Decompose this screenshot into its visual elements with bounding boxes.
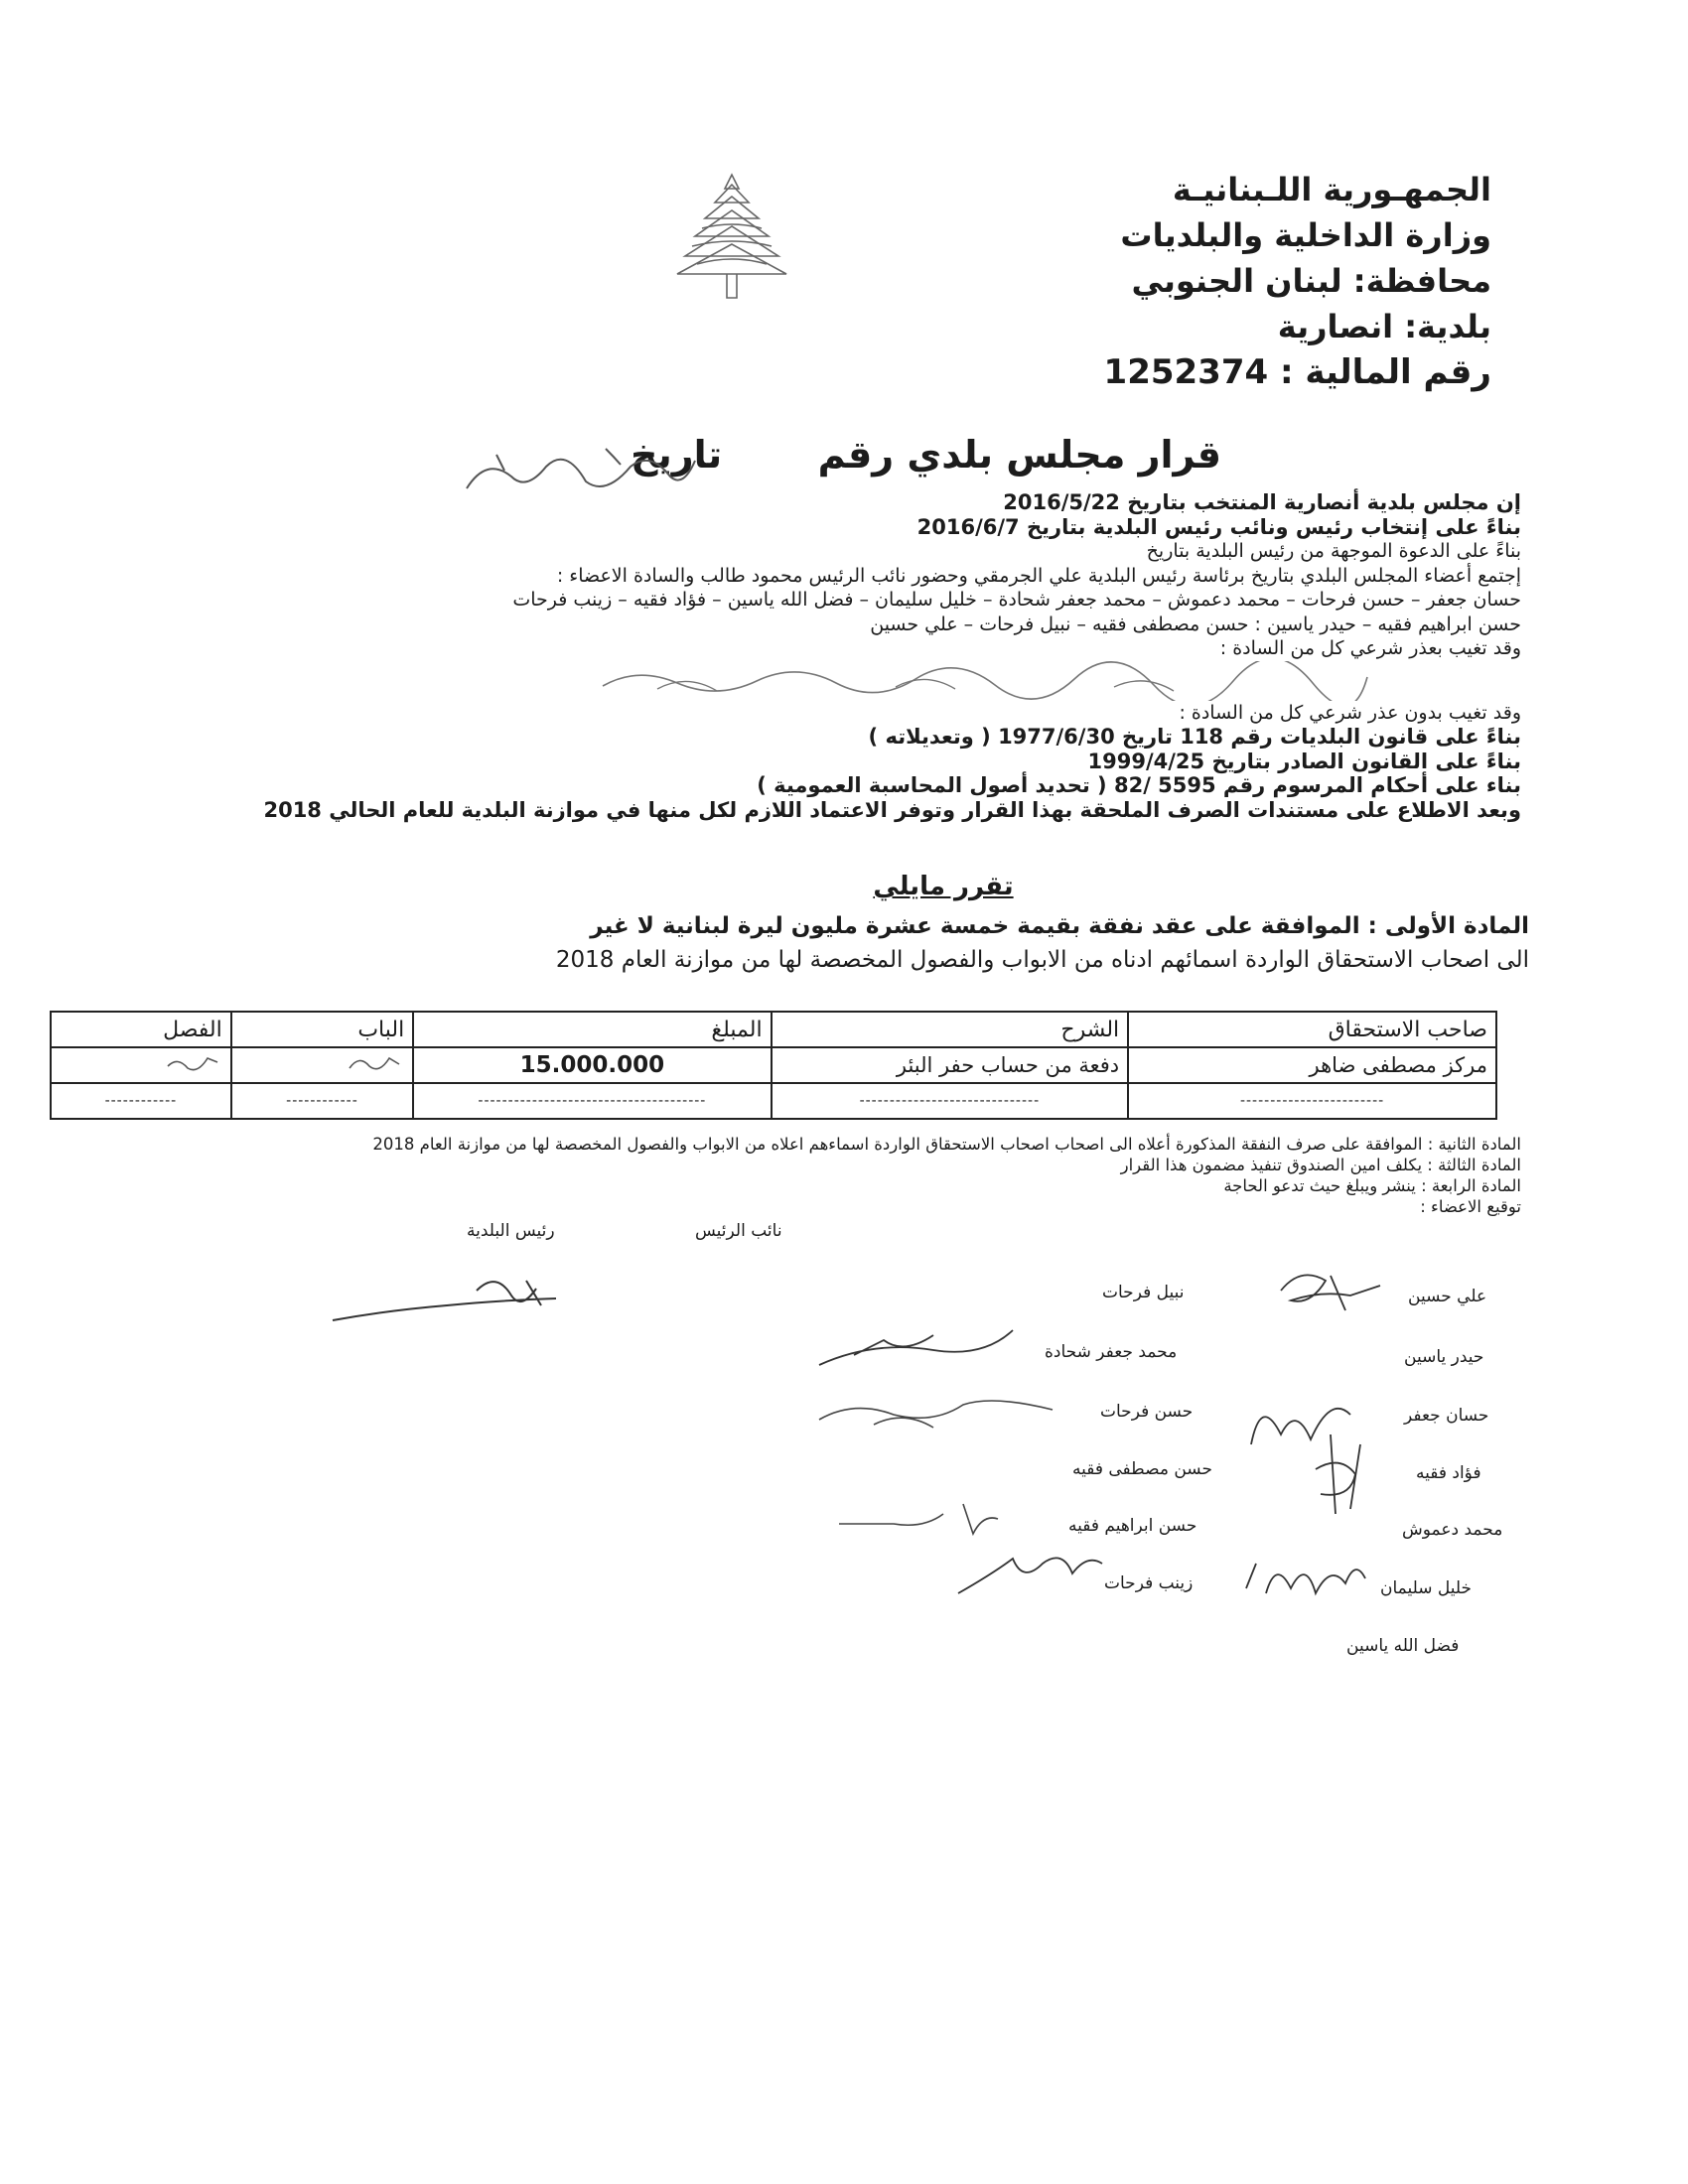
cedar-emblem-icon xyxy=(667,167,796,306)
payee-name: مركز مصطفى ضاهر xyxy=(1128,1047,1496,1083)
decision-title-date-label: تاريخ xyxy=(631,433,723,477)
payees-table xyxy=(50,1011,1497,1120)
handwritten-names-scribble xyxy=(598,661,1372,701)
republic-name: الجمهـورية اللـبنانيـة xyxy=(1172,171,1491,208)
preamble-line: بناءً على الدعوة الموجهة من رئيس البلدية بتاريخ xyxy=(1146,540,1521,562)
handwritten-bab-scribble xyxy=(345,1050,404,1076)
preamble-line: إن مجلس بلدية أنصارية المنتخب بتاريخ 2016/5/22 xyxy=(1003,490,1521,514)
article-one-line: الى اصحاب الاستحقاق الواردة اسمائهم ادناه من الابواب والفصول المخصصة لها من موازنة العام 2018 xyxy=(555,947,1529,973)
preamble-line: وبعد الاطلاع على مستندات الصرف الملحقة بهذا القرار وتوفر الاعتماد اللازم لكل منها في موازنة البلدية للعام الحالي 2018 xyxy=(263,797,1521,822)
preamble-line: بناءً على قانون البلديات رقم 118 تاريخ 1977/6/30 ( وتعديلاته ) xyxy=(868,725,1521,749)
handwritten-fasl-scribble xyxy=(163,1050,222,1076)
dash-cell: ------------ xyxy=(231,1083,413,1119)
member-name: حسن فرحات xyxy=(1100,1402,1194,1422)
member-signature xyxy=(814,1320,1023,1380)
preamble-line: بناءً على القانون الصادر بتاريخ 1999/4/25 xyxy=(1087,749,1521,773)
member-name: نبيل فرحات xyxy=(1102,1283,1185,1302)
mayor-signature xyxy=(328,1261,576,1330)
preamble-line: بناءً على إنتخاب رئيس ونائب رئيس البلدية بتاريخ 2016/6/7 xyxy=(916,514,1521,539)
table-header: الشرح xyxy=(772,1012,1129,1047)
member-signature xyxy=(953,1534,1112,1603)
member-name: حيدر ياسين xyxy=(1404,1347,1484,1367)
payment-description: دفعة من حساب حفر البئر xyxy=(772,1047,1129,1083)
member-signature xyxy=(814,1380,1062,1439)
member-name: حسن ابراهيم فقيه xyxy=(1068,1516,1197,1536)
member-name: حسان جعفر xyxy=(1404,1406,1489,1426)
table-header: صاحب الاستحقاق xyxy=(1128,1012,1496,1047)
fasl-cell xyxy=(51,1047,231,1083)
dash-cell: ------------------------------ xyxy=(772,1083,1129,1119)
preamble-line: حسان جعفر – حسن فرحات – محمد دعموش – محمد جعفر شحادة – خليل سليمان – فضل الله ياسين – فؤاد فقيه – زينب فرحات xyxy=(512,589,1521,611)
member-signature xyxy=(1271,1261,1390,1320)
table-header: الباب xyxy=(231,1012,413,1047)
article-one-line: المادة الأولى : الموافقة على عقد نفقة بقيمة خمسة عشرة مليون ليرة لبنانية لا غير xyxy=(590,913,1529,939)
member-name: محمد جعفر شحادة xyxy=(1045,1342,1178,1362)
payment-amount: 15.000.000 xyxy=(413,1047,771,1083)
dash-cell: -------------------------------------- xyxy=(413,1083,771,1119)
mayor-label: رئيس البلدية xyxy=(467,1221,555,1241)
preamble-line: حسن ابراهيم فقيه – حيدر ياسين : حسن مصطفى فقيه – نبيل فرحات – علي حسين xyxy=(870,613,1521,635)
table-row xyxy=(51,1047,1496,1083)
dash-cell: ------------------------ xyxy=(1128,1083,1496,1119)
article-line: المادة الثانية : الموافقة على صرف النفقة المذكورة أعلاه الى اصحاب اصحاب الاستحقاق الواردة اسماءهم اعلاه من الابواب والفصول المخصصة لها من موازنة العام 2018 xyxy=(372,1135,1521,1154)
article-line: توقيع الاعضاء : xyxy=(1420,1197,1521,1216)
article-line: المادة الثالثة : يكلف امين الصندوق تنفيذ مضمون هذا القرار xyxy=(1120,1156,1521,1174)
bab-cell xyxy=(231,1047,413,1083)
table-header: المبلغ xyxy=(413,1012,771,1047)
handwritten-absentees xyxy=(111,661,1521,701)
governorate-name: محافظة: لبنان الجنوبي xyxy=(1131,262,1491,300)
member-name: محمد دعموش xyxy=(1402,1520,1503,1540)
article-line: المادة الرابعة : ينشر ويبلغ حيث تدعو الحاجة xyxy=(1223,1176,1521,1195)
member-name: علي حسين xyxy=(1408,1287,1487,1306)
preamble-line: وقد تغيب بعذر شرعي كل من السادة : xyxy=(1219,637,1521,659)
member-signature xyxy=(1301,1430,1380,1519)
member-name: فؤاد فقيه xyxy=(1416,1463,1481,1483)
table-header: الفصل xyxy=(51,1012,231,1047)
municipality-name: بلدية: انصارية xyxy=(1277,308,1491,345)
member-name: فضل الله ياسين xyxy=(1346,1636,1460,1656)
document-header xyxy=(975,167,1491,395)
member-name: حسن مصطفى فقيه xyxy=(1072,1459,1212,1479)
member-name: زينب فرحات xyxy=(1104,1573,1194,1593)
article-one xyxy=(119,909,1529,977)
decides-heading: تقرر مايلي xyxy=(873,872,1014,901)
finance-number: رقم المالية : 1252374 xyxy=(1103,352,1491,392)
dash-cell: ------------ xyxy=(51,1083,231,1119)
deputy-label: نائب الرئيس xyxy=(695,1221,782,1241)
table-header-row xyxy=(51,1012,1496,1047)
preamble-line: إجتمع أعضاء المجلس البلدي بتاريخ برئاسة رئيس البلدية علي الجرمقي وحضور نائب الرئيس محمود طالب والسادة الاعضاء : xyxy=(556,564,1521,587)
preamble-line: بناء على أحكام المرسوم رقم 5595 /82 ( تحديد أصول المحاسبة العمومية ) xyxy=(757,773,1521,797)
ministry-name: وزارة الداخلية والبلديات xyxy=(1120,216,1491,254)
member-name: خليل سليمان xyxy=(1380,1578,1473,1598)
preamble-line: وقد تغيب بدون عذر شرعي كل من السادة : xyxy=(1179,701,1521,724)
table-row xyxy=(51,1083,1496,1119)
member-signature xyxy=(1241,1549,1370,1608)
articles-section xyxy=(111,1134,1521,1217)
preamble xyxy=(111,490,1521,822)
decision-title-text: قرار مجلس بلدي رقم xyxy=(817,433,1221,477)
